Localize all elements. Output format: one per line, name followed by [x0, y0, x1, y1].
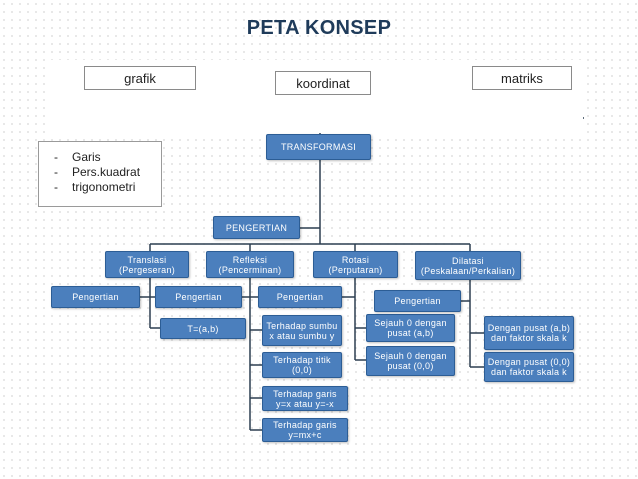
node-dilatasi-item: Dengan pusat (a,b) dan faktor skala k	[484, 316, 574, 350]
node-refleksi: Refleksi (Pencerminan)	[206, 251, 294, 278]
notes-box	[38, 141, 162, 207]
matriks-box: matriks	[472, 66, 572, 90]
koordinat-box: koordinat	[275, 71, 371, 95]
node-refleksi-item: Terhadap sumbu x atau sumbu y	[262, 315, 342, 346]
node-refleksi-item: Terhadap garis y=mx+c	[262, 418, 348, 442]
node-translasi-pengertian-left: Pengertian	[51, 286, 140, 308]
node-dilatasi: Dilatasi (Peskalaan/Perkalian)	[415, 251, 521, 280]
node-refleksi-item: Terhadap titik (0,0)	[262, 352, 342, 378]
node-rotasi: Rotasi (Perputaran)	[313, 251, 398, 278]
node-refleksi-pengertian: Pengertian	[258, 286, 342, 308]
page-title: PETA KONSEP	[246, 17, 392, 39]
note-item: - trigonometri	[54, 180, 161, 195]
node-transformasi: TRANSFORMASI	[266, 134, 371, 160]
node-translasi-pengertian: Pengertian	[155, 286, 242, 308]
node-translasi-formula: T=(a,b)	[160, 318, 246, 339]
node-refleksi-item: Terhadap garis y=x atau y=-x	[262, 386, 348, 411]
grafik-box: grafik	[84, 66, 196, 90]
node-rotasi-item: Sejauh 0 dengan pusat (a,b)	[366, 314, 455, 342]
note-item: - Pers.kuadrat	[54, 165, 161, 180]
node-rotasi-item: Sejauh 0 dengan pusat (0,0)	[366, 346, 455, 376]
node-pengertian-main: PENGERTIAN	[213, 216, 300, 239]
node-translasi: Translasi (Pergeseran)	[105, 251, 189, 278]
node-dilatasi-item: Dengan pusat (0,0) dan faktor skala k	[484, 352, 574, 382]
node-dilatasi-pengertian: Pengertian	[374, 290, 461, 312]
note-item: - Garis	[54, 150, 161, 165]
